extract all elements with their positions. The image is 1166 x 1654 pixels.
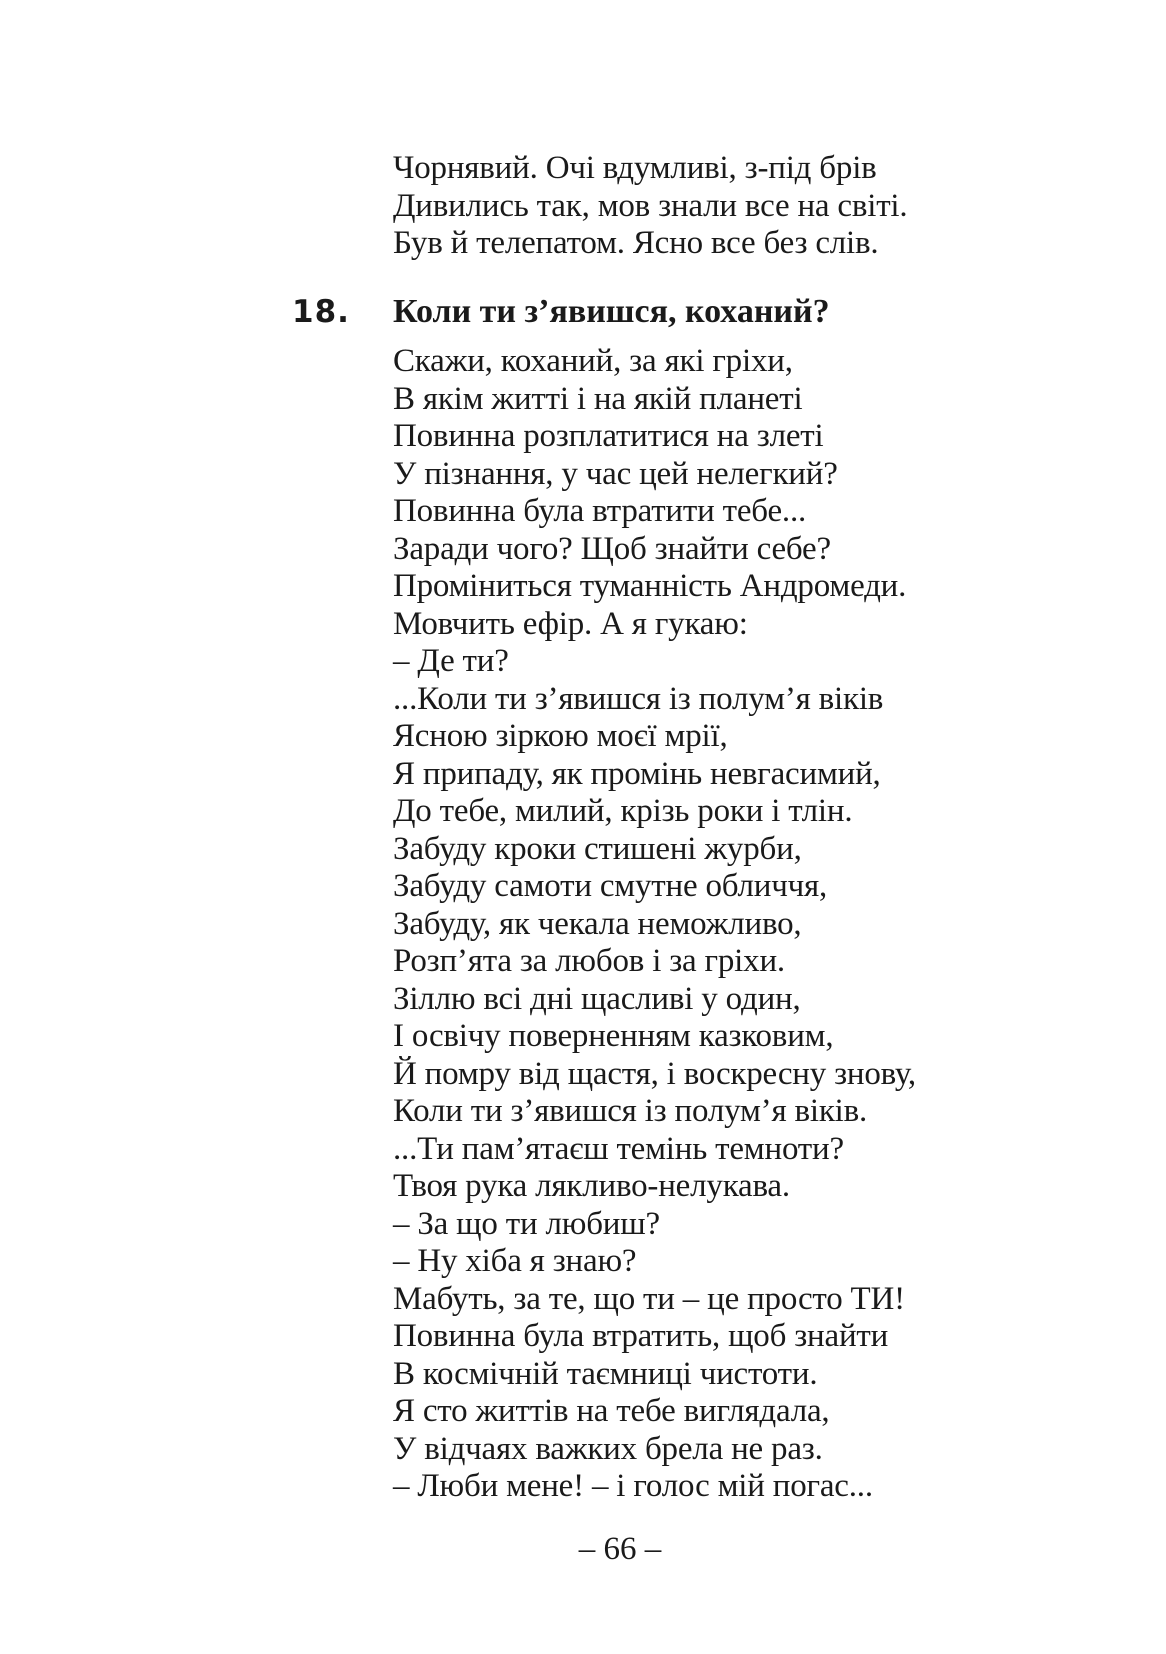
verse-line: Був й телепатом. Ясно все без слів. xyxy=(393,225,879,261)
verse-line: Ясною зіркою моєї мрії, xyxy=(393,718,728,754)
poem-heading xyxy=(0,292,1166,336)
verse-line: Заради чого? Щоб знайти себе? xyxy=(393,530,831,567)
verse-line: Я сто життів на тебе виглядала, xyxy=(393,1393,830,1429)
verse-line: Розп’ята за любов і за гріхи. xyxy=(393,943,785,979)
verse-line: Я припаду, як промінь невгасимий, xyxy=(393,755,881,792)
verse-line: В космічній таємниці чистоти. xyxy=(393,1355,818,1392)
verse-line: Чорнявий. Очі вдумливі, з-під брів xyxy=(393,150,877,186)
verse-line: Коли ти з’явишся із полум’я віків. xyxy=(393,1093,868,1129)
verse-line: Повинна була втратити тебе... xyxy=(393,493,807,529)
verse-line: Дивились так, мов знали все на світі. xyxy=(393,187,908,224)
previous-poem-stanza xyxy=(393,150,907,263)
verse-line: Повинна розплатитися на злеті xyxy=(393,418,824,454)
verse-line: ...Ти пам’ятаєш темінь темноти? xyxy=(393,1130,844,1167)
verse-line: – Ну хіба я знаю? xyxy=(393,1243,637,1279)
verse-line: До тебе, милий, крізь роки і тлін. xyxy=(393,793,853,829)
verse-line: Забуду самоти смутне обличчя, xyxy=(393,868,828,904)
verse-line: Зіллю всі дні щасливі у один, xyxy=(393,980,801,1017)
poem-number: 18. xyxy=(292,294,350,330)
verse-line: Твоя рука лякливо-нелукава. xyxy=(393,1168,790,1204)
verse-line: – Люби мене! – і голос мій погас... xyxy=(393,1468,873,1504)
poem-body xyxy=(393,343,916,1506)
verse-line: І освічу поверненням казковим, xyxy=(393,1018,834,1054)
poem-title: Коли ти з’явишся, коханий? xyxy=(393,293,830,330)
page-number: – 66 – xyxy=(578,1531,662,1567)
verse-line: Забуду кроки стишені журби, xyxy=(393,830,802,867)
verse-line: У відчаях важких брела не раз. xyxy=(393,1430,823,1467)
verse-line: – Де ти? xyxy=(393,643,509,679)
verse-line: Проміниться туманність Андромеди. xyxy=(393,568,907,604)
verse-line: Мовчить ефір. А я гукаю: xyxy=(393,605,748,642)
verse-line: Скажи, коханий, за які гріхи, xyxy=(393,343,793,379)
verse-line: Й помру від щастя, і воскресну знову, xyxy=(393,1055,916,1092)
verse-line: Повинна була втратить, щоб знайти xyxy=(393,1318,889,1354)
verse-line: В якім житті і на якій планеті xyxy=(393,380,803,417)
verse-line: ...Коли ти з’явишся із полум’я віків xyxy=(393,680,884,717)
verse-line: Забуду, як чекала неможливо, xyxy=(393,905,802,942)
verse-line: Мабуть, за те, що ти – це просто ТИ! xyxy=(393,1280,905,1317)
verse-line: – За що ти любиш? xyxy=(393,1205,660,1242)
verse-line: У пізнання, у час цей нелегкий? xyxy=(393,455,838,492)
